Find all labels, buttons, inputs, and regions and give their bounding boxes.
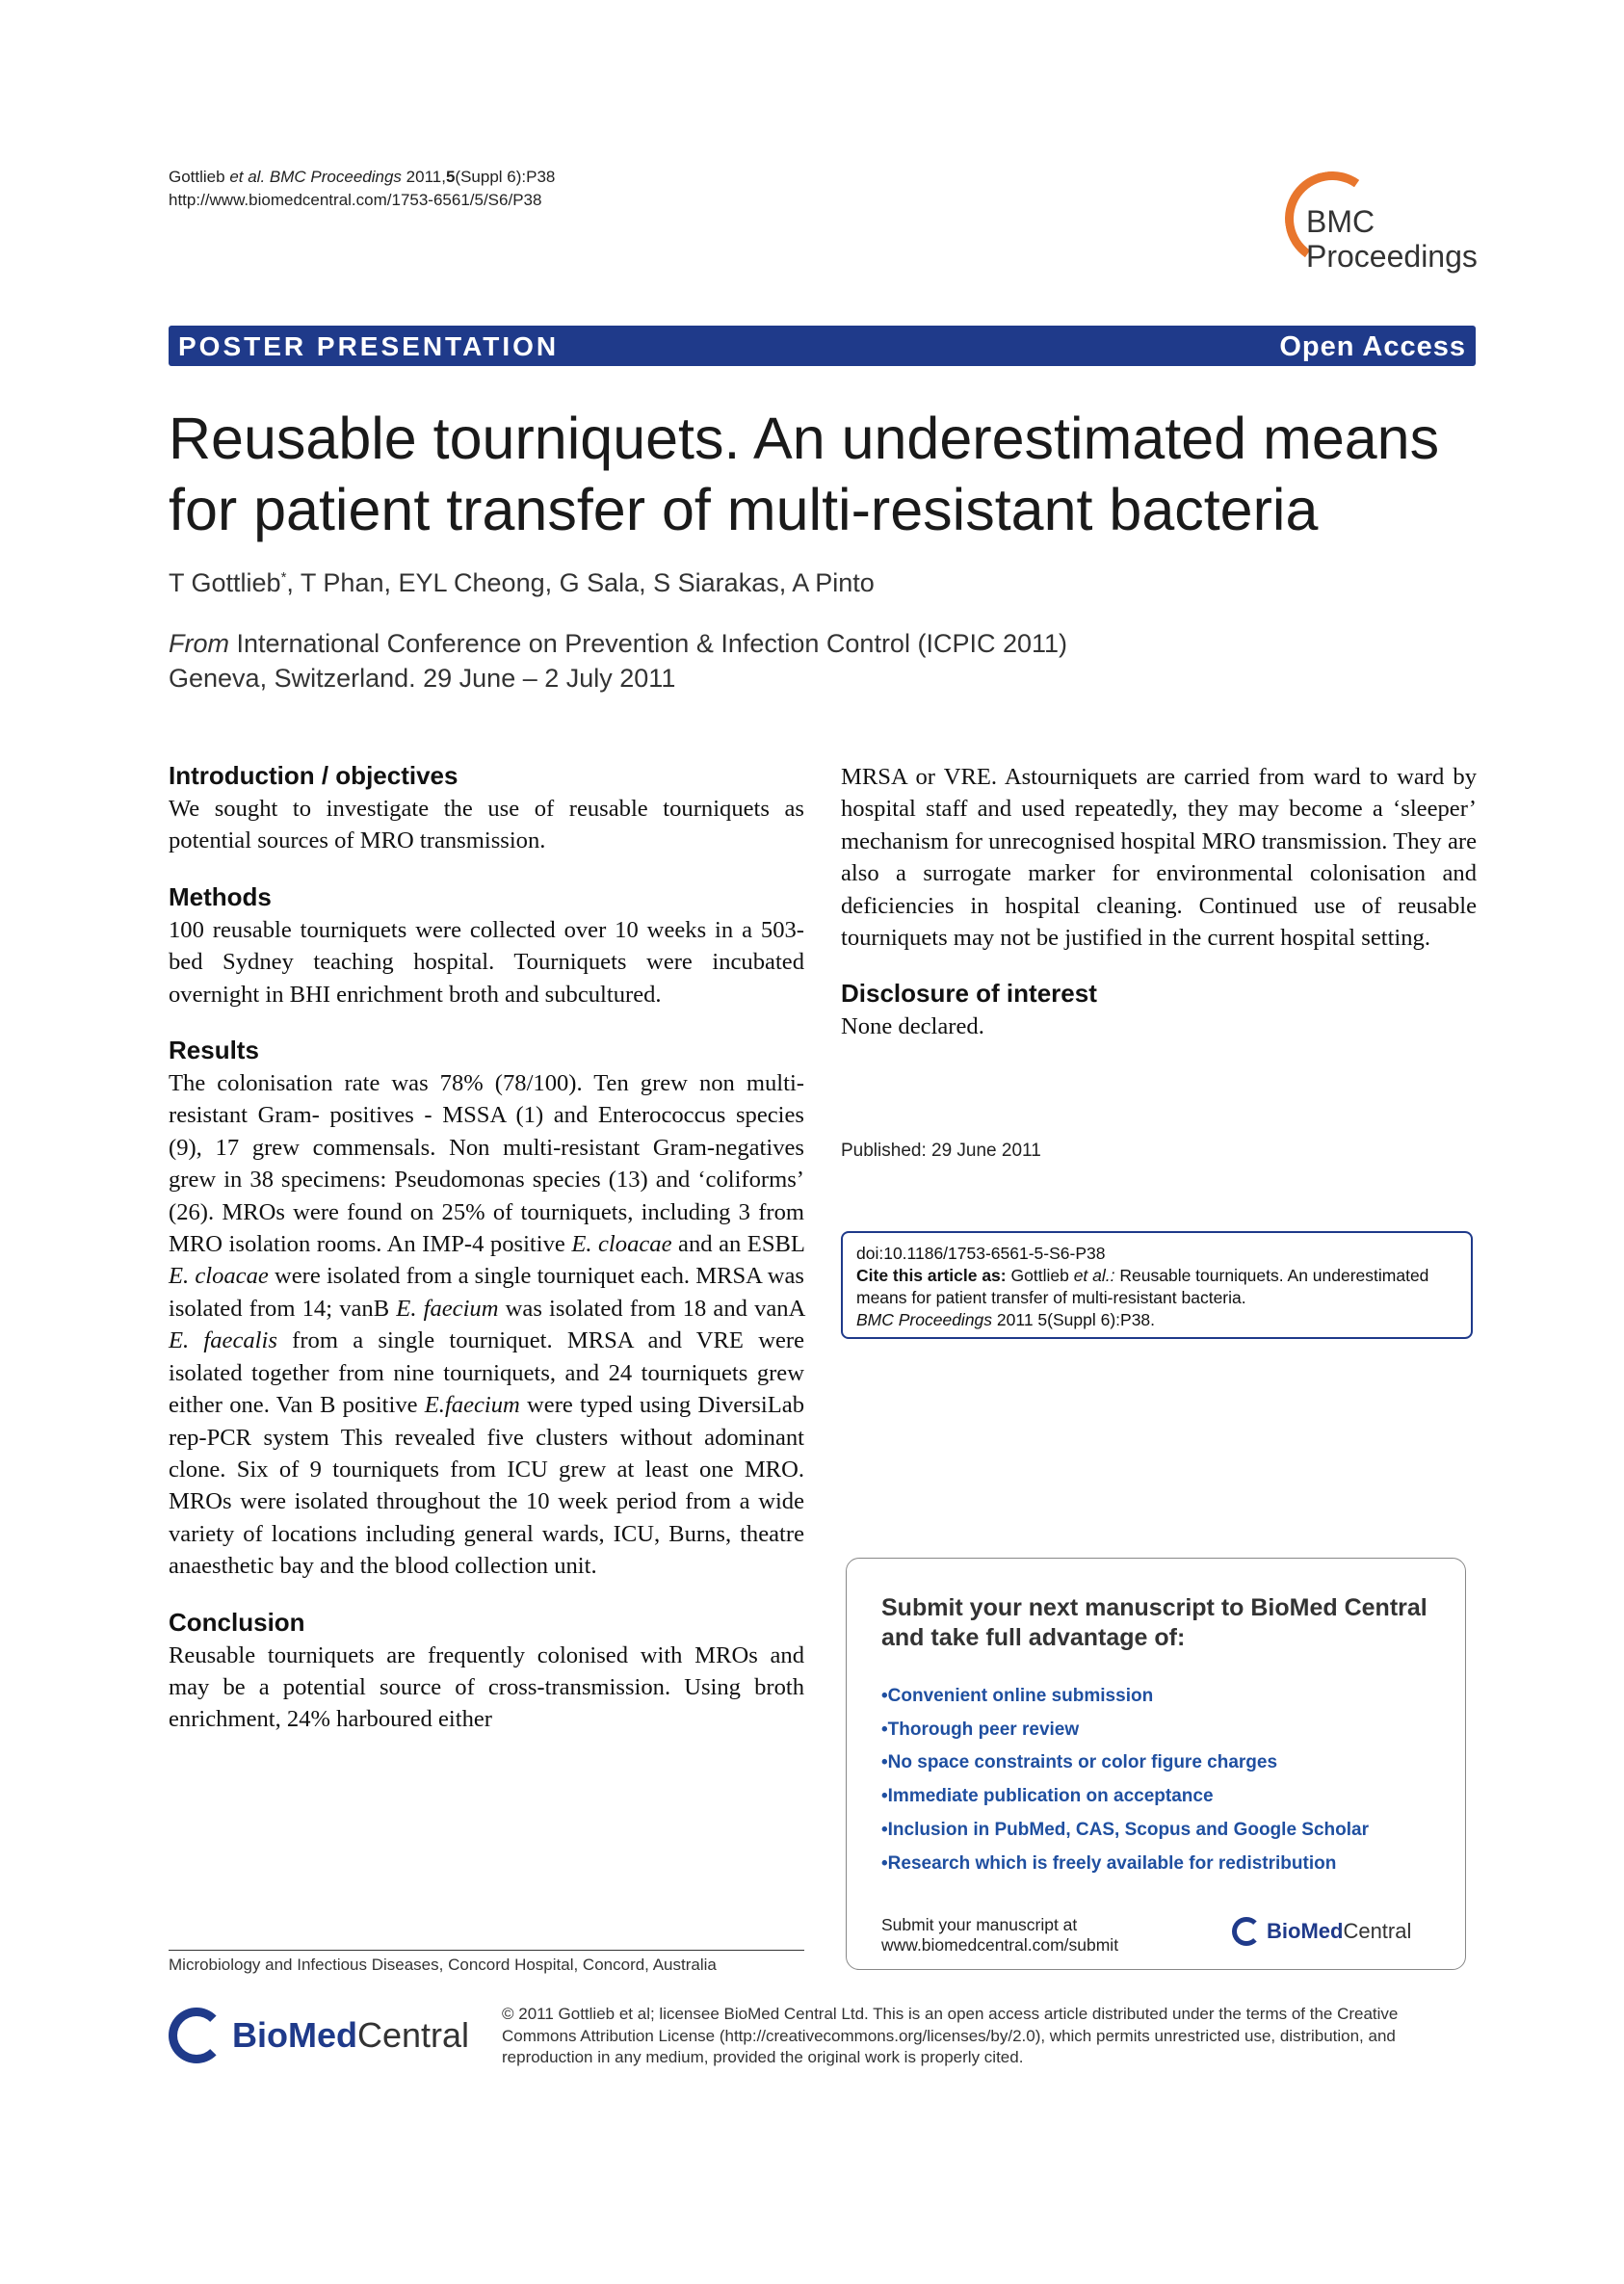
author-first: T Gottlieb	[169, 568, 281, 597]
citation-line	[169, 166, 555, 189]
authors-rest: , T Phan, EYL Cheong, G Sala, S Siarakas, A Pinto	[286, 568, 875, 597]
cite-etal: et al.:	[1073, 1266, 1115, 1285]
conference-line	[169, 626, 1067, 661]
organism-name: E. cloacae	[571, 1231, 672, 1258]
biomed-central-logo	[169, 2008, 477, 2069]
disclosure-text: None declared.	[841, 1013, 984, 1040]
submit-heading: Submit your next manuscript to BioMed Central and take full advantage of:	[881, 1594, 1428, 1651]
logo-rest: Central	[1343, 1919, 1412, 1943]
biomed-central-logo-small	[1232, 1915, 1444, 1956]
results-part: and an ESBL	[678, 1231, 805, 1258]
foot-logo-text	[232, 2015, 469, 2056]
organism-name: E. faecium	[396, 1295, 499, 1322]
citation-volume: 5	[445, 168, 456, 186]
biomed-ring-icon	[1232, 1917, 1261, 1946]
citation-year: 2011,	[406, 168, 446, 186]
benefit-item[interactable]: • Thorough peer review	[881, 1714, 1369, 1747]
banner-open-access: Open Access	[1279, 331, 1466, 362]
organism-name: E.faecium	[424, 1392, 520, 1419]
cite-journal: BMC Proceedings	[856, 1310, 993, 1329]
conclusion-text-right: MRSA or VRE. Astourniquets are carried from ward to ward by hospital staff and used repeatedly, they may become a ‘sleeper’ mechanism for unrecognised hospital MRO transmission. They are also a surrogate marker for environmental colonisation and deficiencies in hospital cleaning. Continued use of reusable tourniquets may not be justified in the current hospital setting.	[841, 764, 1477, 952]
intro-heading: Introduction / objectives	[169, 761, 458, 790]
results-heading: Results	[169, 1036, 259, 1065]
disclosure-heading: Disclosure of interest	[841, 979, 1097, 1009]
logo-bold: BioMed	[232, 2015, 357, 2055]
results-part: was isolated from 18 and vanA	[505, 1295, 805, 1322]
cite-article-box	[841, 1231, 1473, 1339]
logo-line1: BMC	[1306, 204, 1375, 239]
benefit-item[interactable]: • Convenient online submission	[881, 1680, 1369, 1714]
left-column	[169, 761, 804, 1761]
citation-author: Gottlieb	[169, 168, 225, 186]
benefits-list	[881, 1680, 1369, 1880]
citation-url[interactable]: http://www.biomedcentral.com/1753-6561/5/S6/P38	[169, 191, 542, 209]
cite-author: Gottlieb	[1010, 1266, 1069, 1285]
conference-name: International Conference on Prevention & Infection Control (ICPIC 2011)	[236, 629, 1067, 658]
benefit-item[interactable]: • Research which is freely available for redistribution	[881, 1848, 1369, 1881]
logo-bold: BioMed	[1267, 1919, 1344, 1943]
conclusion-text-left: Reusable tourniquets are frequently colonised with MROs and may be a potential source of cross-transmission. Using broth enrichment, 24% harboured either	[169, 1641, 804, 1733]
cite-source	[856, 1309, 1457, 1331]
submit-manuscript-box	[846, 1558, 1466, 1970]
citation-etal: et al.	[229, 168, 266, 186]
doi[interactable]: doi:10.1186/1753-6561-5-S6-P38	[856, 1244, 1106, 1263]
results-part: were isolated from a single tourniquet each. MRSA was isolated from 14; vanB	[169, 1263, 804, 1322]
conference-place: Geneva, Switzerland. 29 June – 2 July 2011	[169, 664, 676, 693]
conclusion-heading: Conclusion	[169, 1607, 305, 1637]
footnote-rule	[169, 1950, 804, 1951]
article-title: Reusable tourniquets. An underestimated means for patient transfer of multi-resistant bacteria	[169, 406, 1440, 542]
citation-journal: BMC Proceedings	[269, 168, 402, 186]
methods-heading: Methods	[169, 881, 272, 911]
cite-text	[856, 1265, 1457, 1309]
results-part: were typed using DiversiLab rep-PCR system This revealed five clusters without adominant clone. Six of 9 tourniquets from ICU grew at least one MRO. MROs were isolated throughout the 10 week period from a wide variety of locations including general wards, ICU, Burns, theatre anaesthetic bay and the blood collection unit.	[169, 1392, 805, 1580]
banner-type: POSTER PRESENTATION	[178, 331, 560, 361]
results-text	[169, 1067, 804, 1583]
organism-name: E. faecalis	[169, 1327, 277, 1354]
benefit-item[interactable]: • Inclusion in PubMed, CAS, Scopus and Google Scholar	[881, 1814, 1369, 1848]
biomed-ring-icon	[169, 2008, 224, 2063]
submit-url[interactable]: www.biomedcentral.com/submit	[881, 1935, 1119, 1955]
corresponding-marker: *	[280, 569, 287, 586]
cite-title: Reusable tourniquets. An underestimated means for patient transfer of multi-resistant bacteria.	[856, 1266, 1429, 1307]
results-part: from a single tourniquet. MRSA and VRE were isolated together from nine tourniquets, and 24 tourniquets grew either one. Van B positive	[169, 1327, 804, 1419]
citation-issue: (Suppl 6):P38	[455, 168, 556, 186]
submit-note-line1: Submit your manuscript at	[881, 1915, 1078, 1934]
methods-text: 100 reusable tourniquets were collected over 10 weeks in a 503-bed Sydney teaching hospital. Tourniquets were incubated overnight in BHI enrichment broth and subcultured.	[169, 916, 804, 1008]
intro-text: We sought to investigate the use of reusable tourniquets as potential sources of MRO transmission.	[169, 796, 804, 854]
conference-info	[169, 626, 1067, 696]
article-authors	[169, 568, 875, 598]
citation-header	[169, 166, 555, 212]
cite-rest: 2011 5(Suppl 6):P38.	[996, 1310, 1156, 1329]
from-label: From	[169, 629, 229, 658]
license-text: © 2011 Gottlieb et al; licensee BioMed Central Ltd. This is an open access article distributed under the terms of the Creative Commons Attribution License (http://creativecommons.org/licenses/by/2.0), which permits unrestricted use, distribution, and reproduction in any medium, provided the original work is properly cited.	[502, 2005, 1399, 2066]
submit-note	[881, 1915, 1118, 1956]
cite-label: Cite this article as:	[856, 1266, 1007, 1285]
results-part: The colonisation rate was 78% (78/100). Ten grew non multi-resistant Gram- positives - MSSA (1) and Enterococcus species (9), 17 grew commensals. Non multi-resistant Gram-negatives grew in 38 specimens: Pseudomonas species (13) and ‘coliforms’ (26). MROs were found on 25% of tourniquets, including 3 from MRO isolation rooms. An IMP-4 positive	[169, 1070, 804, 1258]
right-column	[841, 761, 1477, 1068]
organism-name: E. cloacae	[169, 1263, 269, 1290]
benefit-item[interactable]: • No space constraints or color figure charges	[881, 1746, 1369, 1780]
mini-logo-text	[1267, 1919, 1411, 1944]
affiliation: Microbiology and Infectious Diseases, Concord Hospital, Concord, Australia	[169, 1956, 717, 1974]
benefit-item[interactable]: • Immediate publication on acceptance	[881, 1780, 1369, 1814]
bmc-proceedings-logo	[1271, 164, 1483, 279]
logo-line2: Proceedings	[1306, 239, 1478, 274]
section-banner	[169, 326, 1476, 366]
published-date: Published: 29 June 2011	[841, 1141, 1041, 1161]
logo-rest: Central	[357, 2015, 470, 2055]
